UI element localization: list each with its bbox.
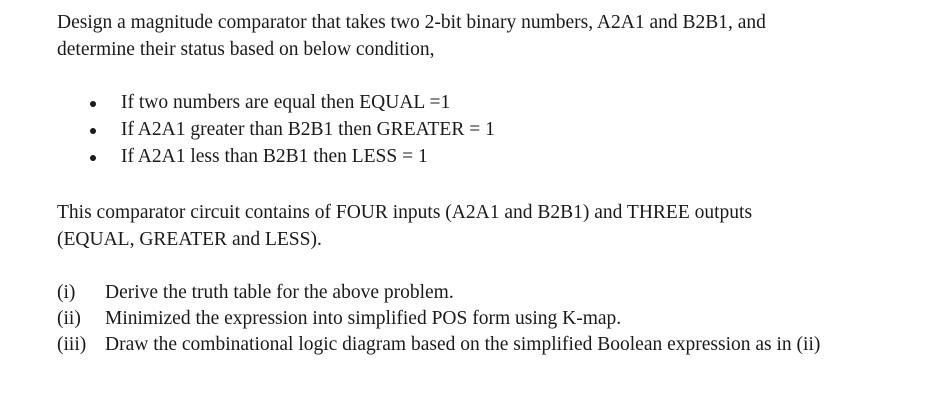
condition-less: If A2A1 less than B2B1 then LESS = 1 [121, 146, 428, 167]
condition-equal: If two numbers are equal then EQUAL =1 [121, 92, 451, 113]
intro-line-1: Design a magnitude comparator that takes two 2-bit binary numbers, A2A1 and B2B1, and [57, 12, 766, 33]
description-line-1: This comparator circuit contains of FOUR inputs (A2A1 and B2B1) and THREE outputs [57, 202, 753, 223]
intro-line-2: determine their status based on below condition, [57, 39, 435, 60]
condition-greater: If A2A1 greater than B2B1 then GREATER = 1 [121, 119, 495, 140]
bullet-icon [90, 155, 96, 161]
question-number-2: (ii) [57, 308, 81, 329]
bullet-icon [90, 101, 96, 107]
question-number-1: (i) [57, 282, 76, 303]
question-text-2: Minimized the expression into simplified POS form using K-map. [105, 308, 622, 329]
bullet-icon [90, 128, 96, 134]
question-text-1: Derive the truth table for the above problem. [105, 282, 454, 303]
description-line-2: (EQUAL, GREATER and LESS). [57, 229, 322, 250]
question-text-3: Draw the combinational logic diagram based on the simplified Boolean expression as in (ii) [105, 334, 821, 355]
question-number-3: (iii) [57, 334, 87, 355]
